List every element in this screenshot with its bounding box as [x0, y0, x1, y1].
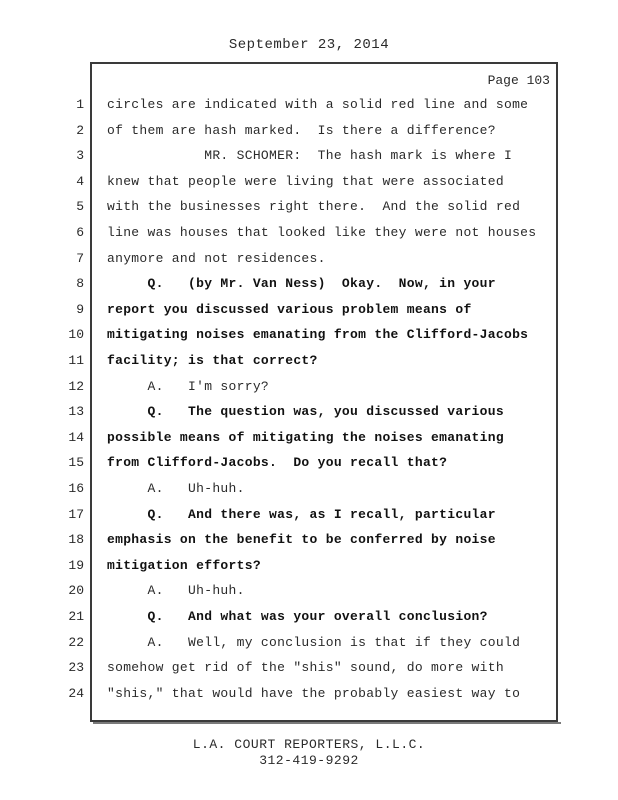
- line-number: 24: [68, 686, 84, 701]
- line-number: 16: [68, 481, 84, 496]
- transcript-line: "shis," that would have the probably easiest way to: [107, 686, 521, 701]
- line-number: 10: [68, 327, 84, 342]
- line-number: 3: [76, 148, 84, 163]
- transcript-line: MR. SCHOMER: The hash mark is where I: [107, 148, 513, 163]
- footer-phone: 312-419-9292: [259, 753, 359, 768]
- transcript-line: circles are indicated with a solid red line and some: [107, 97, 529, 112]
- transcript-line: anymore and not residences.: [107, 251, 326, 266]
- transcript-line: somehow get rid of the "shis" sound, do more with: [107, 660, 504, 675]
- transcript-line: A. Well, my conclusion is that if they could: [107, 635, 521, 650]
- line-number: 8: [76, 276, 84, 291]
- transcript-line: A. Uh-huh.: [107, 583, 245, 598]
- transcript-line: line was houses that looked like they were not houses: [107, 225, 537, 240]
- transcript-line: Q. The question was, you discussed various: [107, 404, 504, 419]
- transcript-line: mitigation efforts?: [107, 558, 261, 573]
- footer-company: L.A. COURT REPORTERS, L.L.C.: [192, 737, 426, 752]
- line-number: 15: [68, 455, 84, 470]
- transcript-line: A. I'm sorry?: [107, 379, 270, 394]
- line-number: 14: [68, 430, 84, 445]
- transcript-line: Q. (by Mr. Van Ness) Okay. Now, in your: [107, 276, 496, 291]
- line-number: 17: [68, 507, 84, 522]
- line-number: 23: [68, 660, 84, 675]
- transcript-line: A. Uh-huh.: [107, 481, 245, 496]
- transcript-line: Q. And there was, as I recall, particular: [107, 507, 496, 522]
- line-number: 22: [68, 635, 84, 650]
- line-number: 4: [76, 174, 84, 189]
- transcript-line: of them are hash marked. Is there a difference?: [107, 123, 496, 138]
- line-number: 18: [68, 532, 84, 547]
- transcript-line: with the businesses right there. And the solid red: [107, 199, 521, 214]
- line-number: 13: [68, 404, 84, 419]
- line-number: 6: [76, 225, 84, 240]
- transcript-line: from Clifford-Jacobs. Do you recall that?: [107, 455, 448, 470]
- transcript-line: facility; is that correct?: [107, 353, 318, 368]
- line-number: 21: [68, 609, 84, 624]
- line-number: 9: [76, 302, 84, 317]
- transcript-line: emphasis on the benefit to be conferred by noise: [107, 532, 496, 547]
- line-number: 20: [68, 583, 84, 598]
- transcript-line: report you discussed various problem means of: [107, 302, 472, 317]
- line-number: 1: [76, 97, 84, 112]
- line-number: 19: [68, 558, 84, 573]
- line-number: 11: [68, 353, 84, 368]
- transcript-date: September 23, 2014: [228, 37, 390, 53]
- line-number: 5: [76, 199, 84, 214]
- page-number-label: Page 103: [487, 73, 550, 88]
- line-number: 12: [68, 379, 84, 394]
- transcript-line: Q. And what was your overall conclusion?: [107, 609, 488, 624]
- frame-shadow: [93, 722, 561, 724]
- line-number: 7: [76, 251, 84, 266]
- transcript-line: mitigating noises emanating from the Clifford-Jacobs: [107, 327, 529, 342]
- line-number: 2: [76, 123, 84, 138]
- transcript-line: knew that people were living that were associated: [107, 174, 504, 189]
- transcript-line: possible means of mitigating the noises emanating: [107, 430, 504, 445]
